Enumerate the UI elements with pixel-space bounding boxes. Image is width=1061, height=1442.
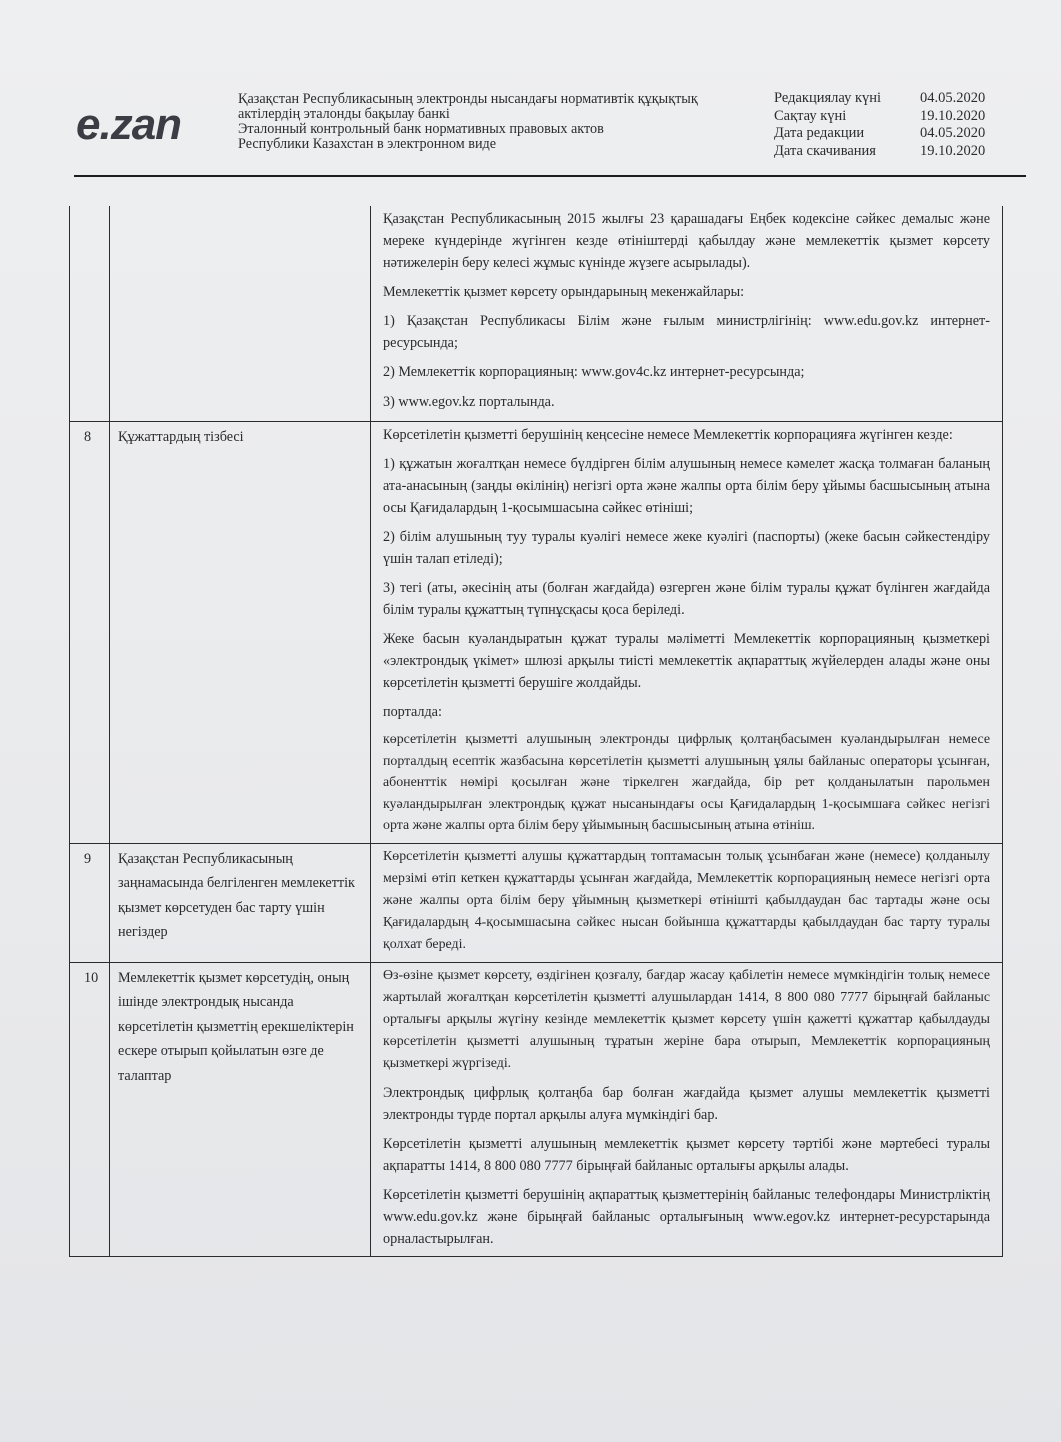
header-dates [774,90,1014,160]
table-row-8 [70,422,1003,844]
paragraph: Электрондық цифрлық қолтаңба бар болған жағдайда қызмет алушы мемлекеттік қызметті электронды түрде портал арқылы алуға мүмкіндігі бар. [383,1084,990,1123]
meta-label: Сақтау күні [774,107,847,124]
header-divider [74,175,1026,177]
meta-row-save-date-kk [774,108,1014,126]
paragraph: порталда: [383,704,442,720]
paragraph: Жеке басын куәландыратын құжат туралы мәліметті Мемлекеттік корпорацияның қызметкері «электрондық үкімет» шлюзі арқылы тиісті мемлекеттік ақпараттық жүйелерден алады және оны көрсетілетін қызметті берушіге жолдайды. [383,631,990,691]
meta-label: Дата редакции [774,125,865,141]
row-name [110,206,371,422]
header-title-line: актілердің эталонды бақылау банкі [238,106,450,122]
header-title-line: Қазақстан Республикасының электронды нысандағы нормативтік құқықтық [238,91,698,107]
meta-row-download-date-ru [774,143,1014,161]
ezan-logo: e.zan [76,100,182,149]
header-title [238,92,758,152]
table-row-9 [70,843,1003,962]
table-row-continuation [70,206,1003,422]
paragraph: 2) білім алушының туу туралы куәлігі немесе жеке куәлігі (паспорты) (жеке басын сәйкестендіру үшін талап етіледі); [383,529,990,567]
row-name: Құжаттардың тізбесі [110,422,371,844]
row-content [371,206,1003,422]
paragraph: көрсетілетін қызметті алушының электронды цифрлық қолтаңбасымен куәландырылған немесе порталдың есептік жазбасына көрсетілетін қызметті алушының ұялы байланыс операторы ұсынған, абоненттік нөмірі қосылған және тіркелген жағдайда, бір рет қолданылатын парольмен куәландырылған электрондық құжат нысанындағы осы Қағидалардың 1-қосымшаға сәйкес негізгі орта және жалпы орта білім беру ұйымының басшысының атына өтініш. [383,732,990,833]
header-title-line: Эталонный контрольный банк нормативных правовых актов [238,121,604,137]
paragraph: Көрсетілетін қызметті алушы құжаттардың топтамасын толық ұсынбаған және (немесе) қолданылу мерзімі өтіп кеткен құжаттарды ұсынған жағдайда, Мемлекеттік корпорацияның немесе негізгі орта және жалпы орта білім беру ұйымның қызметкері өтінішті қабылдаудан бас тартады және осы Қағидалардың 4-қосымшасына сәйкес нысан бойынша құжаттарды қабылдаудан бас тарту туралы қолхат береді. [383,848,990,952]
row-content [371,422,1003,844]
paragraph: Өз-өзіне қызмет көрсету, өздігінен қозғалу, бағдар жасау қабілетін немесе мүмкіндігін толық немесе жартылай жоғалтқан көрсетілетін қызметті алушылардан 1414, 8 800 080 7777 бірыңғай байланыс орталығы арқылы жүгіну кезінде мемлекеттік қызмет көрсету үшін қажетті құжаттар қабылдауды көрсетілетін қызметті алушының тұратын жеріне бара отырып, Мемлекеттік корпорацияның қызметкері жүргізеді. [383,967,990,1071]
header-title-line: Республики Казахстан в электронном виде [238,136,497,152]
meta-row-edit-date-ru [774,125,1014,143]
meta-value: 04.05.2020 [920,90,986,106]
row-number: 8 [70,422,110,844]
paragraph: 2) Мемлекеттік корпорацияның: www.gov4c.kz интернет-ресурсында; [383,364,805,380]
table-row-10 [70,962,1003,1256]
row-number: 9 [70,843,110,962]
row-number [70,206,110,422]
row-content [371,962,1003,1256]
service-standard-table [69,206,1003,1257]
meta-row-edit-date-kk [774,90,1014,108]
row-number: 10 [70,962,110,1256]
paragraph: Қазақстан Республикасының 2015 жылғы 23 қарашадағы Еңбек кодексіне сәйкес демалыс және мереке күндерінде жүгінген кезде өтініштерді қабылдау және мемлекеттік қызмет көрсету нәтижелерін беру келесі жұмыс күнінде жүзеге асырылады). [383,211,990,271]
meta-value: 19.10.2020 [920,142,986,159]
row-name: Мемлекеттік қызмет көрсетудің, оның ішінде электрондық нысанда көрсетілетін қызметтің ерекшеліктерін ескере отырып қойылатын өзге де талаптар [110,962,371,1256]
row-content [371,843,1003,962]
paragraph: Мемлекеттік қызмет көрсету орындарының мекенжайлары: [383,284,745,300]
paragraph: 1) Қазақстан Республикасы Білім және ғылым министрлігінің: www.edu.gov.kz интернет-ресурсында; [383,313,990,351]
meta-label: Редакциялау күні [774,90,882,106]
meta-value: 19.10.2020 [920,107,986,124]
paragraph: 3) www.egov.kz порталында. [383,394,555,410]
row-name: Қазақстан Республикасының заңнамасында белгіленген мемлекеттік қызмет көрсетуден бас тарту үшін негіздер [110,843,371,962]
paragraph: 1) құжатын жоғалтқан немесе бүлдірген білім алушының немесе кәмелет жасқа толмаған баланың ата-анасының (заңды өкілінің) негізгі орта және жалпы орта білім беру ұйымы басшысының атына осы Қағидалардың 1-қосымшасына сәйкес өтініші; [383,456,990,516]
paragraph: Көрсетілетін қызметті берушінің ақпараттық қызметтерінің байланыс телефондары Министрліктің www.edu.gov.kz және бірыңғай байланыс орталығының www.egov.kz интернет-ресурстарында орналастырылған. [383,1186,990,1247]
paragraph: 3) тегі (аты, әкесінің аты (болған жағдайда) өзгерген және білім туралы құжат бүлінген жағдайда білім туралы құжаттың түпнұсқасы қоса беріледі. [383,580,990,618]
meta-label: Дата скачивания [774,142,876,159]
paragraph: Көрсетілетін қызметті берушінің кеңсесіне немесе Мемлекеттік корпорацияға жүгінген кезде: [383,427,953,443]
paragraph: Көрсетілетін қызметті алушының мемлекеттік қызмет көрсету тәртібі және мәртебесі туралы ақпаратты 1414, 8 800 080 7777 бірыңғай байланыс орталығы арқылы алады. [383,1135,990,1174]
meta-value: 04.05.2020 [920,125,986,141]
